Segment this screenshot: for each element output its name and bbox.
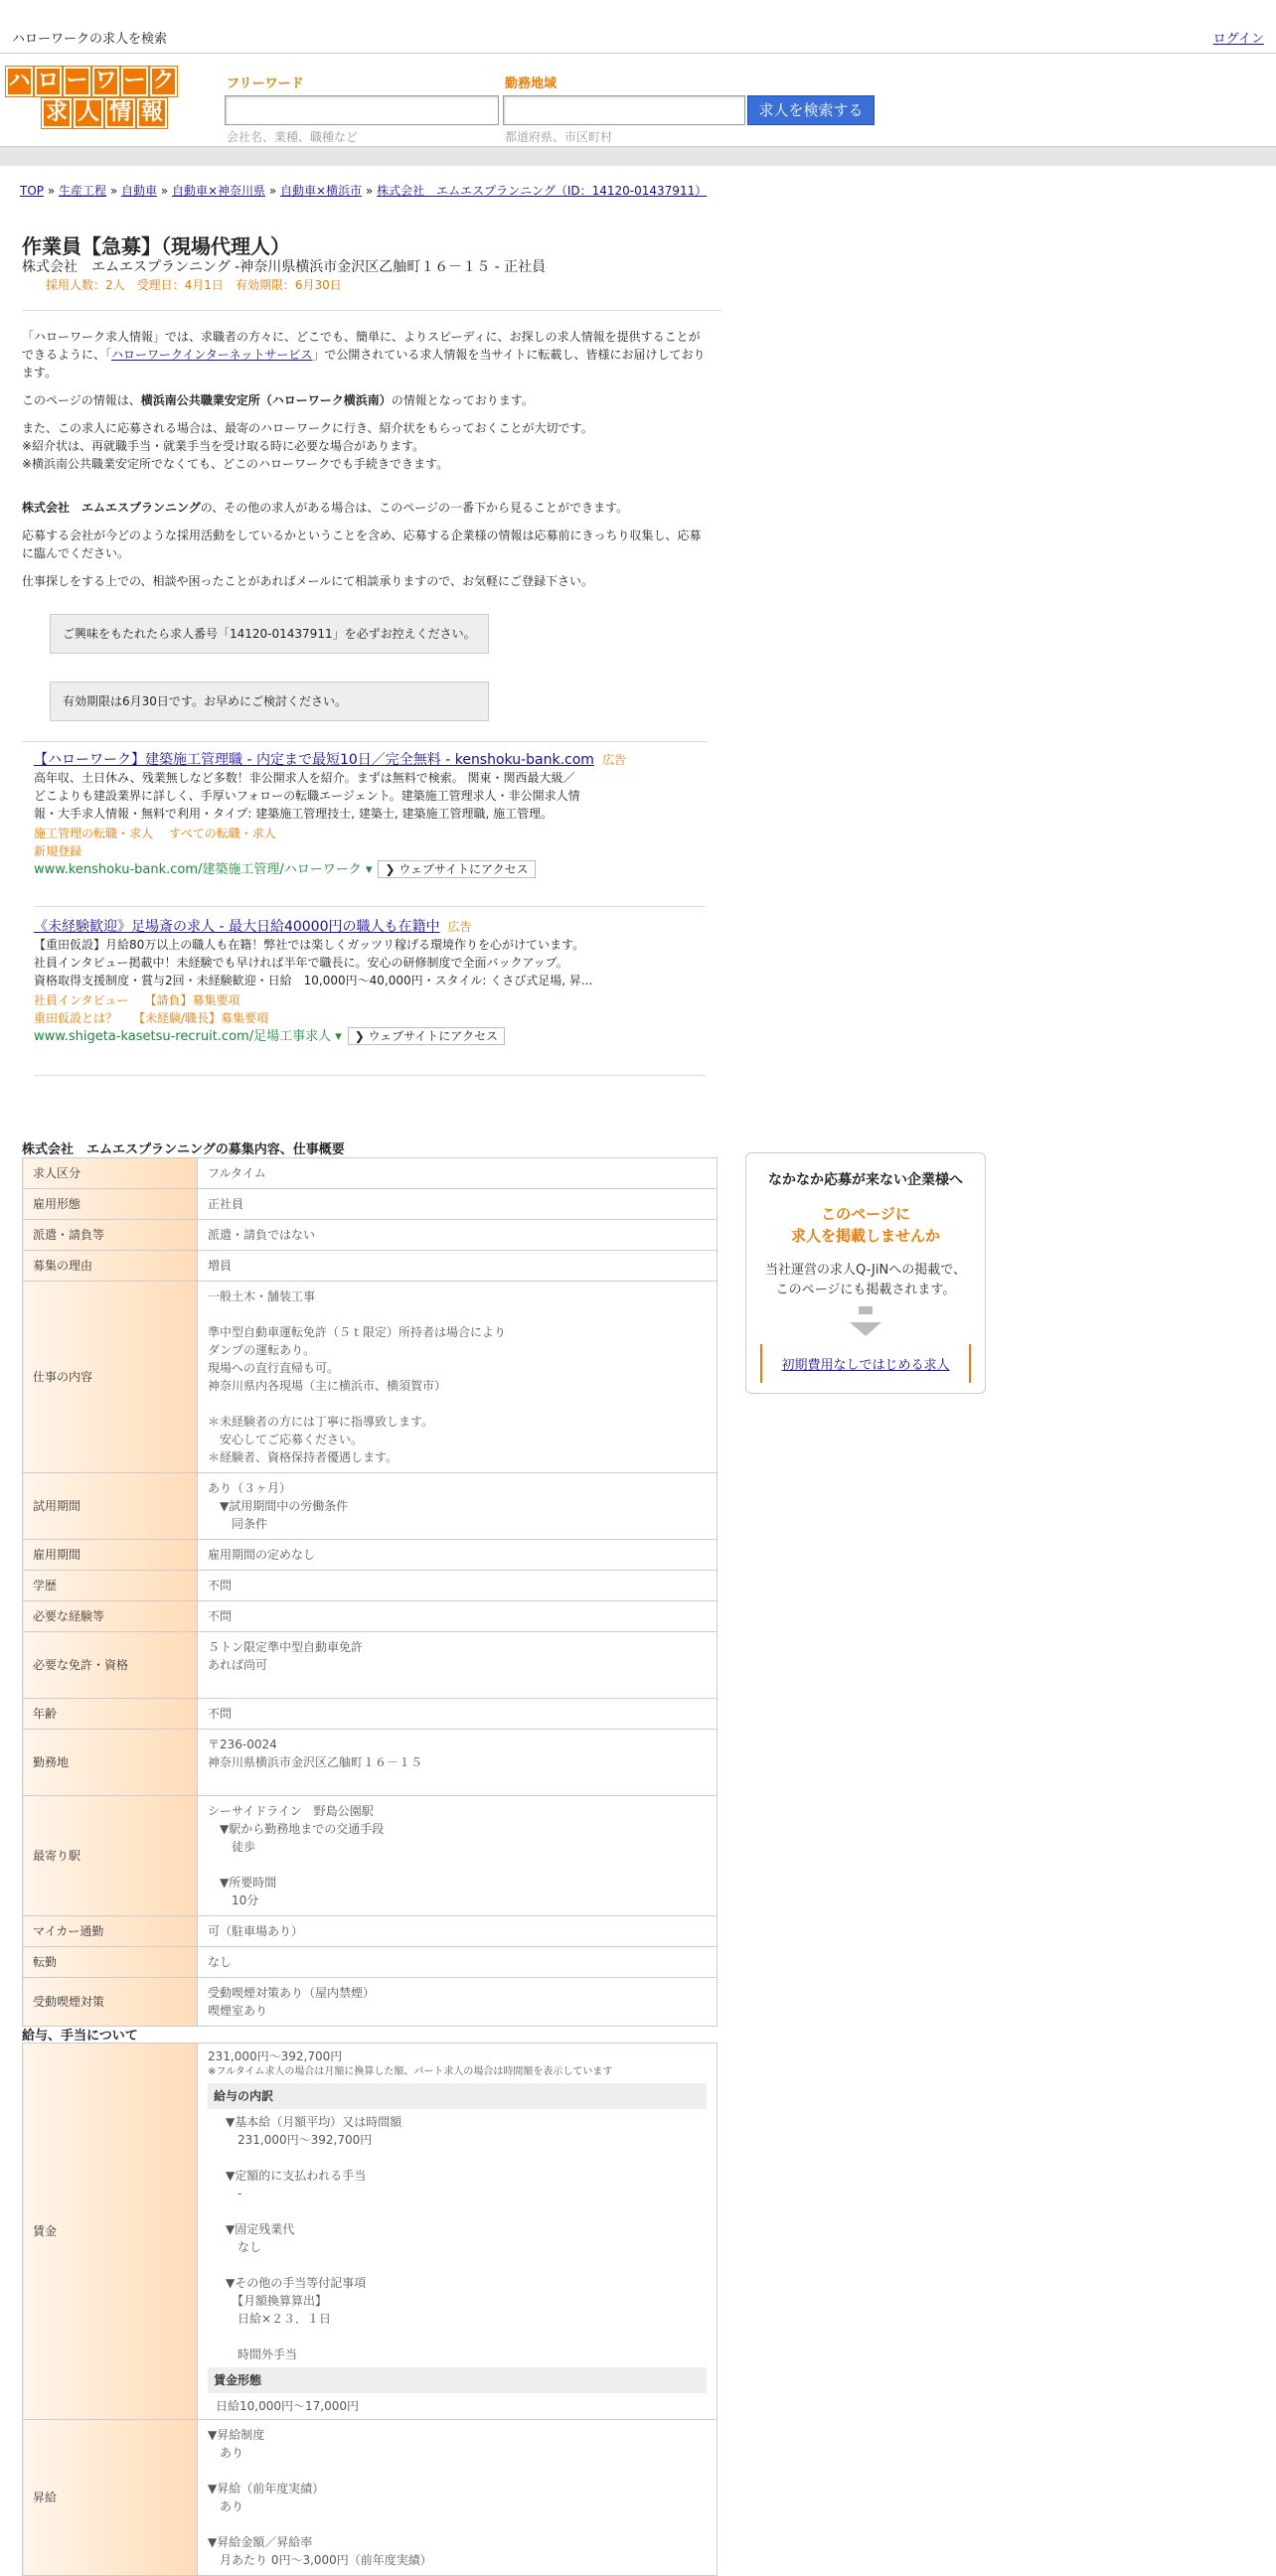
table-row <box>23 1601 718 1632</box>
intro-text: の情報となっております。 <box>391 393 534 407</box>
table-row <box>23 1699 718 1730</box>
row-value-line: ＊経験者、資格保持者優遇します。 <box>208 1450 399 1464</box>
row-value-line: 受動喫煙対策あり（屋内禁煙） <box>208 1986 376 2000</box>
breadcrumb-category[interactable]: 生産工程 <box>59 184 107 198</box>
row-label: 昇給 <box>23 2420 198 2576</box>
hellowork-internet-link[interactable]: ハローワークインターネットサービス <box>111 348 313 362</box>
ad-sitelink[interactable]: 重田仮設とは？ <box>34 1011 118 1025</box>
row-value <box>198 1601 718 1632</box>
job-meta: 採用人数：2人 受理日：4月1日 有効期限：6月30日 <box>46 278 342 292</box>
row-value-line: あり（３ヶ月） <box>208 1481 292 1495</box>
row-value-line: 神奈川県横浜市金沢区乙舳町１６－１５ <box>208 1755 423 1769</box>
job-title: 作業員【急募】（現場代理人） <box>22 234 290 258</box>
area-label: 勤務地域 <box>505 76 558 91</box>
ad-sitelink[interactable]: 社員インタビュー <box>34 993 129 1007</box>
breakdown-line <box>226 2202 707 2220</box>
overview-table <box>22 1157 718 2027</box>
ad-description: 社員インタビュー掲載中！未経験でも早ければ半年で職長に。安心の研修制度で全面バックアップ。 <box>34 956 568 970</box>
row-value-line: フルタイム <box>208 1166 266 1180</box>
ad-title[interactable]: 《未経験歓迎》足場斎の求人 - 最大日給40000円の職人も在籍中 <box>34 919 440 935</box>
row-value-line: 徒歩 <box>208 1840 256 1854</box>
row-value <box>198 1473 718 1540</box>
row-value-line <box>208 1305 707 1323</box>
row-label: 求人区分 <box>23 1158 198 1189</box>
ad-sitelink[interactable]: 施工管理の転職・求人 <box>34 827 154 840</box>
ad-tag: 広告 <box>447 920 472 934</box>
row-value <box>198 1540 718 1571</box>
table-row <box>23 1632 718 1699</box>
row-value-line: 喫煙室あり <box>208 2004 268 2018</box>
visit-website-button[interactable]: ❯ ウェブサイトにアクセス <box>378 860 535 878</box>
row-value-line: ダンプの運転あり。 <box>208 1343 316 1357</box>
ad-block-2 <box>34 918 690 1046</box>
search-button[interactable]: 求人を検索する <box>747 95 875 125</box>
ad-title[interactable]: 【ハローワーク】建築施工管理職 - 内定まで最短10日／完全無料 - kenshoku-bank.com <box>34 752 594 768</box>
breakdown-line: 231,000円〜392,700円 <box>226 2133 373 2147</box>
ad-sitelink[interactable]: 新規登録 <box>34 844 82 858</box>
row-value-line: 正社員 <box>208 1197 244 1211</box>
area-hint: 都道府県、市区町村 <box>505 130 613 144</box>
row-value-line: 不問 <box>208 1609 233 1623</box>
header <box>0 55 1276 146</box>
breakdown-line: 日給×２３．１日 <box>226 2312 332 2326</box>
table-row <box>23 1473 718 1540</box>
table-row <box>23 1916 718 1947</box>
row-value-line: ＊未経験者の方には丁寧に指導致します。 <box>208 1415 434 1429</box>
site-title: ハローワークの求人を検索 <box>12 32 168 47</box>
row-value <box>198 1282 718 1473</box>
row-value <box>198 1730 718 1796</box>
table-row <box>23 1947 718 1978</box>
row-value-line: 派遣・請負ではない <box>208 1228 316 1242</box>
row-value-line: ▼所要時間 <box>208 1876 277 1890</box>
logo-letter: ー <box>64 67 90 96</box>
ad-sitelink[interactable]: 【請負】募集要項 <box>144 993 240 1007</box>
row-value-line: 可（駐車場あり） <box>208 1924 304 1938</box>
logo-letter: ワ <box>92 67 119 96</box>
logo-row-1 <box>6 67 177 96</box>
keyword-hint: 会社名、業種、職種など <box>227 130 359 144</box>
row-value <box>198 1251 718 1282</box>
breakdown-line: ▼その他の手当等付記事項 <box>226 2276 367 2290</box>
keyword-input[interactable] <box>225 95 499 125</box>
raise-line: ▼昇給（前年度実績） <box>208 2482 325 2496</box>
notice-expiry: 有効期限は6月30日です。お早めにご検討ください。 <box>50 682 489 721</box>
breadcrumb-top[interactable]: TOP <box>20 184 45 198</box>
row-value <box>198 1947 718 1978</box>
visit-website-button[interactable]: ❯ ウェブサイトにアクセス <box>348 1027 505 1045</box>
intro-text: ※紹介状は、再就職手当・就業手当を受け取る時に必要な場合があります。 <box>22 439 425 453</box>
row-value <box>198 2420 718 2576</box>
table-row <box>23 1796 718 1916</box>
row-value <box>198 1632 718 1699</box>
breakdown-line: ▼基本給（月額平均）又は時間額 <box>226 2115 402 2129</box>
ad-description: 【重田仮設】月給80万以上の職人も在籍！弊社では楽しくガッツリ稼げる環境作りを心がけています。 <box>34 938 585 952</box>
breakdown-line: ▼定額的に支払われる手当 <box>226 2169 367 2183</box>
row-label: 派遣・請負等 <box>23 1220 198 1251</box>
row-value-line: 安心してご応募ください。 <box>208 1433 364 1446</box>
breadcrumb-prefecture[interactable]: 自動車×神奈川県 <box>172 184 266 198</box>
breakdown-line: 時間外手当 <box>226 2348 298 2361</box>
wage-form-value: 日給10,000円〜17,000円 <box>216 2399 359 2413</box>
row-value-line: 10分 <box>208 1894 259 1907</box>
row-label: 必要な免許・資格 <box>23 1632 198 1699</box>
raise-line: 月あたり 0円〜3,000円（前年度実績） <box>208 2553 432 2567</box>
row-label: 受動喫煙対策 <box>23 1978 198 2027</box>
notice-job-number: ご興味をもたれたら求人番号「14120-01437911」を必ずお控えください。 <box>50 614 489 654</box>
row-value-line: ▼駅から勤務地までの交通手段 <box>208 1822 385 1836</box>
raise-line: ▼昇給制度 <box>208 2428 265 2442</box>
row-value <box>198 1189 718 1220</box>
intro-text: また、この求人に応募される場合は、最寄のハローワークに行き、紹介状をもらっておくことが大切です。 <box>22 421 593 435</box>
row-value-line: なし <box>208 1955 233 1969</box>
breadcrumb: TOP » 生産工程 » 自動車 » 自動車×神奈川県 » 自動車×横浜市 » 株式会社 エムエスプランニング（ID：14120-01437911） <box>20 184 708 198</box>
breakdown-line: ▼固定残業代 <box>226 2222 295 2236</box>
keyword-label: フリーワード <box>227 76 304 91</box>
raise-line: ▼昇給金額／昇給率 <box>208 2535 313 2549</box>
advertise-catch <box>746 1203 985 1247</box>
advertise-catch-line: このページに <box>821 1205 910 1223</box>
arrow-down-icon <box>859 1306 873 1314</box>
row-value-line: 神奈川県内各現場（主に横浜市、横須賀市） <box>208 1379 447 1393</box>
ad-description: 報・大手求人情報・無料で利用・タイプ: 建築施工管理技士, 建築士, 建築施工管理職, 施工管理。 <box>34 807 554 821</box>
wage-range: 231,000円〜392,700円 <box>208 2049 343 2063</box>
row-value-line: 同条件 <box>208 1517 268 1531</box>
area-input[interactable] <box>503 95 745 125</box>
intro-paragraph-6: 仕事探しをする上での、相談や困ったことがあればメールにて相談承りますので、お気軽にご登録下さい。 <box>22 574 594 588</box>
ad-sitelink[interactable]: すべての転職・求人 <box>169 827 276 840</box>
intro-text: 」で公開されている求人情報を当サイトに転載し、皆様にお届けしております。 <box>22 348 706 379</box>
row-value-line: 〒236-0024 <box>208 1738 277 1751</box>
intro-paragraph-5: 応募する会社が今どのような採用活動をしているかということを含め、応募する企業様の情報は応募前にきっちり収集し、応募に臨んでください。 <box>22 529 702 560</box>
intro-text: このページの情報は、 <box>22 393 141 407</box>
table-row <box>23 1189 718 1220</box>
table-row <box>23 1978 718 2027</box>
breadcrumb-current[interactable]: 株式会社 エムエスプランニング（ID：14120-01437911） <box>377 184 708 198</box>
row-value-line: 不問 <box>208 1579 233 1592</box>
row-value-line: あれば尚可 <box>208 1658 268 1672</box>
row-value-line: ５トン限定準中型自動車免許 <box>208 1640 364 1654</box>
intro-paragraph-1 <box>22 328 708 381</box>
start-posting-link[interactable]: 初期費用なしではじめる求人 <box>760 1344 971 1383</box>
login-link[interactable]: ログイン <box>1212 32 1264 47</box>
row-value-line <box>208 1771 707 1789</box>
logo-letter: 報 <box>137 98 167 128</box>
row-value-line: 雇用期間の定めなし <box>208 1548 316 1562</box>
advertise-catch-line: 求人を掲載しませんか <box>790 1227 940 1245</box>
table-row <box>23 1571 718 1601</box>
breakdown-line <box>226 2328 707 2346</box>
intro-text: の、その他の求人がある場合は、このページの一番下から見ることができます。 <box>200 501 629 515</box>
ad-description: 高年収、土日休み、残業無しなど多数！非公開求人を紹介。まずは無料で検索。 関東・関西最大級／ <box>34 771 575 785</box>
breakdown-line <box>226 2256 707 2274</box>
row-value-line: 一般土木・舗装工事 <box>208 1289 316 1303</box>
intro-paragraph-3 <box>22 419 708 473</box>
table-row <box>23 1158 718 1189</box>
logo-letter: 人 <box>74 98 103 128</box>
salary-table <box>22 2043 718 2576</box>
divider-bar <box>0 146 1276 166</box>
office-name: 横浜南公共職業安定所（ハローワーク横浜南） <box>140 393 392 407</box>
intro-text: 「ハローワーク求人情報」では、求職者の方々に、どこでも、簡単に、よりスピーディに、お探しの求人情報を提供することができるように、「 <box>22 330 701 362</box>
row-value <box>198 1916 718 1947</box>
ad-sitelink[interactable]: 【未経験/職長】募集要項 <box>133 1011 269 1025</box>
divider <box>22 741 708 742</box>
wage-form-title: 賃金形態 <box>208 2367 707 2393</box>
row-label: 雇用期間 <box>23 1540 198 1571</box>
chevron-down-icon[interactable]: ▾ <box>331 1029 342 1044</box>
table-row <box>23 1251 718 1282</box>
arrow-down-icon <box>850 1322 881 1336</box>
breakdown-title: 給与の内訳 <box>208 2083 707 2109</box>
raise-line: あり <box>208 2500 244 2513</box>
row-value <box>198 1796 718 1916</box>
raise-line <box>208 2515 707 2533</box>
row-value <box>198 1978 718 2027</box>
row-value <box>198 1571 718 1601</box>
row-value-line: 現場への直行直帰も可。 <box>208 1361 340 1375</box>
overview-heading: 株式会社 エムエスプランニングの募集内容、仕事概要 <box>22 1142 345 1157</box>
advertise-box <box>745 1152 986 1394</box>
table-row <box>23 1730 718 1796</box>
raise-line <box>208 2462 707 2480</box>
table-row <box>23 2044 718 2420</box>
row-label: 仕事の内容 <box>23 1282 198 1473</box>
row-value <box>198 1699 718 1730</box>
ad-url[interactable]: www.kenshoku-bank.com/建築施工管理/ハローワーク <box>34 862 362 877</box>
row-label: 試用期間 <box>23 1473 198 1540</box>
breakdown-list <box>208 2113 707 2363</box>
divider <box>22 310 721 311</box>
row-value-line <box>208 1395 707 1413</box>
top-bar <box>0 0 1276 54</box>
salary-heading: 給与、手当について <box>22 2029 138 2044</box>
intro-paragraph-2 <box>22 391 708 409</box>
logo-letter: 情 <box>105 98 135 128</box>
breakdown-line: なし <box>226 2240 262 2254</box>
row-value-line: 増員 <box>208 1259 233 1273</box>
table-row <box>23 1282 718 1473</box>
row-value <box>198 2044 718 2420</box>
row-value-line: 準中型自動車運転免許（５ｔ限定）所持者は場合により <box>208 1325 507 1339</box>
row-label: 転勤 <box>23 1947 198 1978</box>
row-value-line <box>208 1856 707 1874</box>
table-row <box>23 2420 718 2576</box>
advertise-description-line: このページにも掲載されます。 <box>775 1283 956 1297</box>
row-label: 学歴 <box>23 1571 198 1601</box>
wage-note: ※フルタイム求人の場合は月額に換算した額、パート求人の場合は時間額を表示しています <box>208 2066 613 2077</box>
ad-block-1 <box>34 751 690 879</box>
row-label: 最寄り駅 <box>23 1796 198 1916</box>
row-label: 勤務地 <box>23 1730 198 1796</box>
row-value <box>198 1158 718 1189</box>
row-label: 募集の理由 <box>23 1251 198 1282</box>
row-label: 賃金 <box>23 2044 198 2420</box>
site-logo[interactable] <box>6 67 177 125</box>
logo-letter: ロ <box>35 67 62 96</box>
advertise-title: なかなか応募が来ない企業様へ <box>768 1172 963 1188</box>
logo-row-2 <box>6 98 177 128</box>
advertise-description-line: 当社運営の求人Q-JiNへの掲載で、 <box>765 1263 966 1278</box>
company-line: 株式会社 エムエスプランニング -神奈川県横浜市金沢区乙舳町１６－１５ - 正社員 <box>22 259 547 275</box>
ad-description: どこよりも建設業界に詳しく、手厚いフォローの転職エージェント。建築施工管理求人・非公開求人情 <box>34 789 580 803</box>
ad-description: 資格取得支援制度・賞与2回・未経験歓迎・日給 10,000円～40,000円・スタイル: くさび式足場, 昇... <box>34 974 593 987</box>
logo-letter: ク <box>150 67 177 96</box>
row-label: マイカー通勤 <box>23 1916 198 1947</box>
company-name: 株式会社 エムエスプランニング <box>22 501 201 515</box>
intro-text: ※横浜南公共職業安定所でなくても、どこのハローワークでも手続きできます。 <box>22 457 449 471</box>
logo-letter: ー <box>121 67 148 96</box>
advertise-description <box>746 1261 985 1300</box>
chevron-down-icon[interactable]: ▾ <box>361 862 373 877</box>
table-row <box>23 1540 718 1571</box>
breakdown-line: - <box>226 2187 242 2200</box>
divider <box>34 1075 706 1076</box>
logo-letter: ハ <box>6 67 33 96</box>
row-value-line: ▼試用期間中の労働条件 <box>208 1499 349 1513</box>
table-row <box>23 1220 718 1251</box>
breadcrumb-subcategory[interactable]: 自動車 <box>121 184 158 198</box>
divider <box>34 906 706 907</box>
row-value-line: シーサイドライン 野島公園駅 <box>208 1804 374 1818</box>
breakdown-line <box>226 2149 707 2167</box>
row-value-line <box>208 1674 707 1692</box>
row-label: 必要な経験等 <box>23 1601 198 1632</box>
raise-line: あり <box>208 2446 244 2460</box>
ad-tag: 広告 <box>601 753 626 767</box>
intro-paragraph-4 <box>22 499 708 517</box>
row-label: 年齢 <box>23 1699 198 1730</box>
row-label: 雇用形態 <box>23 1189 198 1220</box>
logo-letter: 求 <box>42 98 72 128</box>
breakdown-line: 【月額換算算出】 <box>226 2294 328 2308</box>
ad-url[interactable]: www.shigeta-kasetsu-recruit.com/足場工事求人 <box>34 1029 332 1044</box>
row-value <box>198 1220 718 1251</box>
breadcrumb-city[interactable]: 自動車×横浜市 <box>280 184 363 198</box>
row-value-line: 不問 <box>208 1707 233 1721</box>
